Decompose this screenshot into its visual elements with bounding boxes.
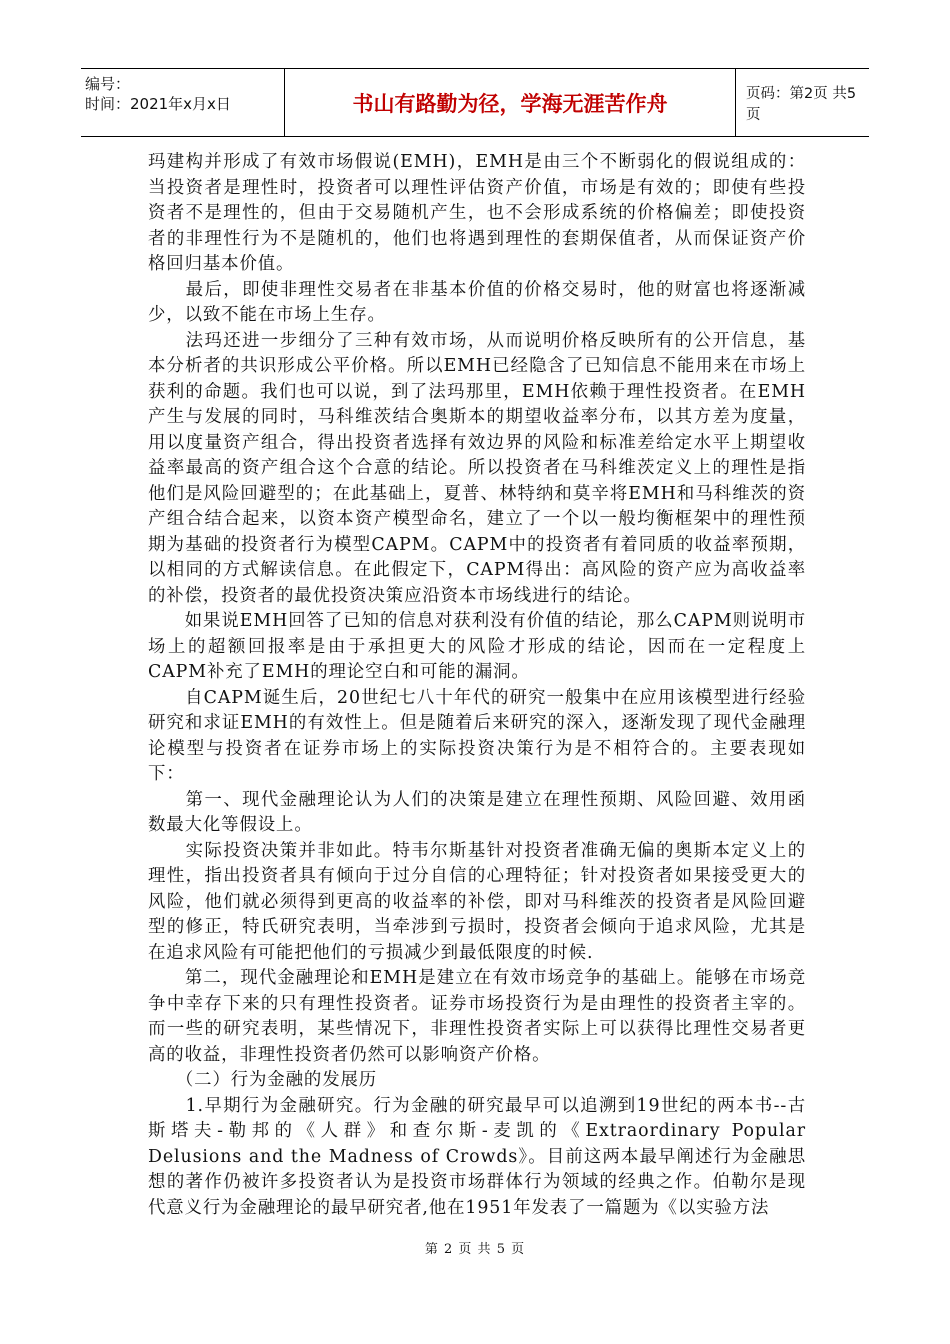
paragraph: 1.早期行为金融研究。行为金融的研究最早可以追溯到19世纪的两本书--古斯塔夫-勒邦的《人群》和查尔斯-麦凯的《Extraordinary Popular Delusions and the Madness of Crowds》。目前这两本最早阐述行为金融思想的著作仍被许多投资者认为是投资市场群体行为领域的经典之作。伯勒尔是现代意义行为金融理论的最早研究者,他在1951年发表了一篇题为《以实验方法: [148, 1095, 806, 1218]
page-footer: 第 2 页 共 5 页: [424, 1242, 526, 1257]
header-left-cell: [81, 69, 285, 136]
header-page-info: 页码：第2页 共5页: [746, 85, 857, 123]
document-number-label: 编号：: [85, 75, 131, 93]
paragraph: 最后，即使非理性交易者在非基本价值的价格交易时，他的财富也将逐渐减少，以致不能在市场上生存。: [148, 279, 806, 325]
paragraph: 自CAPM诞生后，20世纪七八十年代的研究一般集中在应用该模型进行经验研究和求证EMH的有效性上。但是随着后来研究的深入，逐渐发现了现代金融理论模型与投资者在证券市场上的实际投资决策行为是不相符合的。主要表现如下：: [148, 687, 806, 784]
paragraph: 第二，现代金融理论和EMH是建立在有效市场竞争的基础上。能够在市场竞争中幸存下来的只有理性投资者。证券市场投资行为是由理性的投资者主宰的。而一些的研究表明，某些情况下，非理性投资者实际上可以获得比理性交易者更高的收益，非理性投资者仍然可以影响资产价格。: [148, 968, 806, 1065]
paragraph: 实际投资决策并非如此。特韦尔斯基针对投资者准确无偏的奥斯本定义上的理性，指出投资者具有倾向于过分自信的心理特征；针对投资者如果接受更大的风险，他们就必须得到更高的收益率的补偿，即对马科维茨的投资者是风险回避型的修正，特氏研究表明，当牵涉到亏损时，投资者会倾向于追求风险，尤其是在追求风险有可能把他们的亏损减少到最低限度的时候.: [148, 840, 806, 963]
paragraph: 玛建构并形成了有效市场假说(EMH)，EMH是由三个不断弱化的假说组成的：当投资者是理性时，投资者可以理性评估资产价值，市场是有效的；即使有些投资者不是理性的，但由于交易随机产生，也不会形成系统的价格偏差；即使投资者的非理性行为不是随机的，他们也将遇到理性的套期保值者，从而保证资产价格回归基本价值。: [148, 152, 806, 274]
paragraph: 如果说EMH回答了已知的信息对获利没有价值的结论，那么CAPM则说明市场上的超额回报率是由于承担更大的风险才形成的结论，因而在一定程度上CAPM补充了EMH的理论空白和可能的漏洞。: [148, 611, 806, 682]
paragraph: 第一、现代金融理论认为人们的决策是建立在理性预期、风险回避、效用函数最大化等假设上。: [148, 789, 806, 835]
date-line: 时间：2021年x月x日: [85, 95, 231, 113]
section-heading: （二）行为金融的发展历: [148, 1070, 378, 1090]
header-motto: 书山有路勤为径，学海无涯苦作舟: [285, 69, 736, 136]
page-header: [81, 68, 869, 137]
document-body: [148, 150, 806, 1221]
paragraph: 法玛还进一步细分了三种有效市场，从而说明价格反映所有的公开信息，基本分析者的共识形成公平价格。所以EMH已经隐含了已知信息不能用来在市场上获利的命题。我们也可以说，到了法玛那里，EMH依赖于理性投资者。在EMH 产生与发展的同时，马科维茨结合奥斯本的期望收益率分布，以其方差为度量，用以度量资产组合，得出投资者选择有效边界的风险和标准差给定水平上期望收益率最高的资产组合这个合意的结论。所以投资者在马科维茨定义上的理性是指他们是风险回避型的；在此基础上，夏普、林特纳和莫辛将EMH和马科维茨的资产组合结合起来，以资本资产模型命名，建立了一个以一般均衡框架中的理性预期为基础的投资者行为模型CAPM。CAPM中的投资者有着同质的收益率预期，以相同的方式解读信息。在此假定下，CAPM得出：高风险的资产应为高收益率的补偿，投资者的最优投资决策应沿资本市场线进行的结论。: [148, 330, 806, 606]
